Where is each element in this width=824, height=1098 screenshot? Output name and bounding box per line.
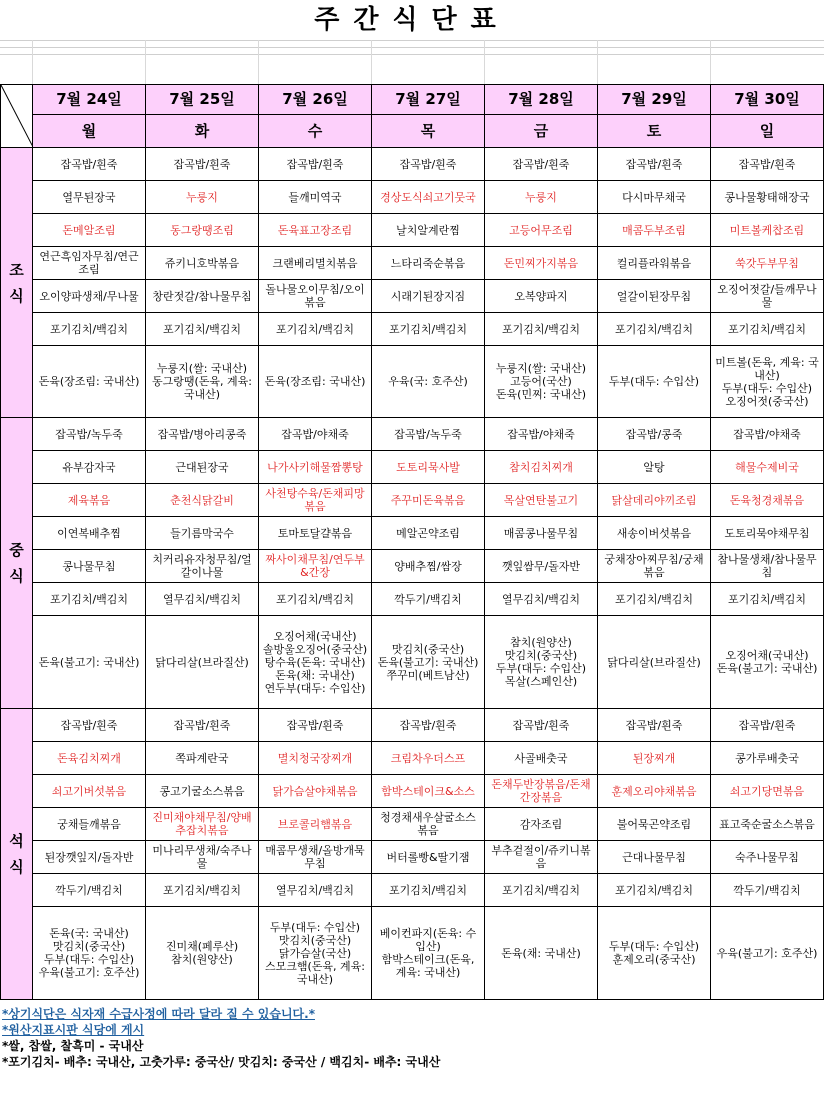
dinner-label: [1, 709, 33, 1000]
menu-cell: 포기김치/백김치: [146, 874, 259, 907]
menu-cell: 돈육표고장조림: [259, 214, 372, 247]
menu-cell: 도토리묵야채무침: [711, 517, 824, 550]
menu-cell: 포기김치/백김치: [598, 313, 711, 346]
menu-cell: 사골배춧국: [485, 742, 598, 775]
menu-cell: 컬리플라워볶음: [598, 247, 711, 280]
menu-cell: 오복양파지: [485, 280, 598, 313]
menu-cell: 해물수제비국: [711, 451, 824, 484]
menu-cell: 잡곡밥/흰죽: [259, 148, 372, 181]
origin-cell: 우육(국: 호주산): [372, 346, 485, 418]
menu-cell: 포기김치/백김치: [33, 313, 146, 346]
menu-cell: 포기김치/백김치: [711, 583, 824, 616]
menu-cell: 매콤무생채/올방개묵 무침: [259, 841, 372, 874]
meal-label-char: 식: [9, 286, 24, 305]
menu-cell: 창란젓갈/참나물무침: [146, 280, 259, 313]
origin-cell: 누룽지(쌀: 국내산) 고등어(국산) 돈육(민찌: 국내산): [485, 346, 598, 418]
origin-cell: 우육(불고기: 호주산): [711, 907, 824, 1000]
menu-cell: 잡곡밥/야채죽: [711, 418, 824, 451]
menu-row: [1, 214, 824, 247]
menu-cell: 포기김치/백김치: [259, 313, 372, 346]
menu-cell: 크림차우더스프: [372, 742, 485, 775]
menu-cell: 쪽파계란국: [146, 742, 259, 775]
menu-cell: 제육볶음: [33, 484, 146, 517]
menu-cell: 알탕: [598, 451, 711, 484]
menu-cell: 콩나물무침: [33, 550, 146, 583]
origin-cell: 돈육(장조림: 국내산): [259, 346, 372, 418]
menu-cell: 다시마무채국: [598, 181, 711, 214]
origin-cell: 오징어채(국내산) 솔방울오징어(중국산) 탕수육(돈육: 국내산) 돈육(채: 국내산) 연두부(대두: 수입산): [259, 616, 372, 709]
menu-cell: 매콤두부조림: [598, 214, 711, 247]
menu-cell: 근대된장국: [146, 451, 259, 484]
menu-cell: 돈육청경채볶음: [711, 484, 824, 517]
menu-cell: 포기김치/백김치: [711, 313, 824, 346]
weekday-header: 일: [711, 115, 824, 148]
menu-cell: 돈육김치찌개: [33, 742, 146, 775]
origin-cell: 닭다리살(브라질산): [598, 616, 711, 709]
weekday-header: 금: [485, 115, 598, 148]
origin-cell: 두부(대두: 수입산) 맛김치(중국산) 닭가슴살(국산) 스모크햄(돈육, 계육: 국내산): [259, 907, 372, 1000]
menu-cell: 날치알계란찜: [372, 214, 485, 247]
origin-cell: 닭다리살(브라질산): [146, 616, 259, 709]
weekday-header: 화: [146, 115, 259, 148]
menu-cell: 깍두기/백김치: [33, 874, 146, 907]
date-row: [1, 85, 824, 115]
menu-cell: 느타리죽순볶음: [372, 247, 485, 280]
menu-cell: 연근흑임자무침/연근 조림: [33, 247, 146, 280]
menu-cell: 열무김치/백김치: [485, 583, 598, 616]
note-line: *쌀, 찹쌀, 찰흑미 - 국내산: [2, 1039, 144, 1053]
menu-cell: 포기김치/백김치: [33, 583, 146, 616]
origin-cell: 미트볼(돈육, 계육: 국 내산) 두부(대두: 수입산) 오징어젓(중국산): [711, 346, 824, 418]
menu-cell: 깍두기/백김치: [711, 874, 824, 907]
date-header: 7월 26일: [259, 85, 372, 115]
menu-cell: 잡곡밥/흰죽: [146, 148, 259, 181]
menu-cell: 크랜베리멸치볶음: [259, 247, 372, 280]
menu-cell: 부추겉절이/쥬키니볶 음: [485, 841, 598, 874]
origin-cell: 돈육(장조림: 국내산): [33, 346, 146, 418]
menu-cell: 잡곡밥/녹두죽: [33, 418, 146, 451]
meal-label-text: [3, 828, 30, 880]
menu-row: [1, 418, 824, 451]
menu-row: [1, 808, 824, 841]
menu-cell: 유부감자국: [33, 451, 146, 484]
menu-cell: 닭가슴살야채볶음: [259, 775, 372, 808]
date-header: 7월 27일: [372, 85, 485, 115]
menu-cell: 포기김치/백김치: [485, 874, 598, 907]
date-header: 7월 28일: [485, 85, 598, 115]
page-title: 주간식단표: [314, 5, 510, 35]
menu-cell: 매콤콩나물무침: [485, 517, 598, 550]
diagonal-line: [1, 85, 33, 147]
menu-cell: 쇠고기당면볶음: [711, 775, 824, 808]
note-line: *포기김치- 배추: 국내산, 고춧가루: 중국산/ 맛김치: 중국산 / 백김치- 배추: 국내산: [2, 1055, 441, 1069]
menu-cell: 누룽지: [146, 181, 259, 214]
date-header: 7월 30일: [711, 85, 824, 115]
origin-cell: 두부(대두: 수입산) 훈제오리(중국산): [598, 907, 711, 1000]
menu-cell: 멸치청국장찌개: [259, 742, 372, 775]
menu-cell: 목살연탄불고기: [485, 484, 598, 517]
menu-cell: 잡곡밥/흰죽: [259, 709, 372, 742]
menu-cell: 들깨미역국: [259, 181, 372, 214]
menu-row: [1, 874, 824, 907]
menu-cell: 도토리묵사발: [372, 451, 485, 484]
weekday-header: 수: [259, 115, 372, 148]
corner-cell: [1, 85, 33, 148]
menu-cell: 나가사키해물짬뽕탕: [259, 451, 372, 484]
menu-cell: 된장깻잎지/돌자반: [33, 841, 146, 874]
meal-label-text: [3, 537, 30, 589]
menu-cell: 메알곤약조림: [372, 517, 485, 550]
menu-cell: 열무김치/백김치: [146, 583, 259, 616]
menu-cell: 포기김치/백김치: [598, 583, 711, 616]
menu-cell: 콩가루배춧국: [711, 742, 824, 775]
menu-cell: 궁채들깨볶음: [33, 808, 146, 841]
menu-cell: 포기김치/백김치: [485, 313, 598, 346]
menu-cell: 동그랑땡조림: [146, 214, 259, 247]
origin-cell: 베이컨파지(돈육: 수 입산) 함박스테이크(돈육, 계육: 국내산): [372, 907, 485, 1000]
breakfast-label: [1, 148, 33, 418]
menu-row: [1, 583, 824, 616]
origin-cell: 두부(대두: 수입산): [598, 346, 711, 418]
origin-cell: 오징어채(국내산) 돈육(불고기: 국내산): [711, 616, 824, 709]
menu-row: [1, 517, 824, 550]
note-line: *원산지표시판 식당에 게시: [2, 1023, 145, 1037]
menu-cell: 참나물생채/참나물무 침: [711, 550, 824, 583]
menu-cell: 사천탕수육/돈채피망 볶음: [259, 484, 372, 517]
menu-cell: 잡곡밥/흰죽: [372, 148, 485, 181]
menu-row: [1, 616, 824, 709]
menu-cell: 깻잎쌈무/돌자반: [485, 550, 598, 583]
menu-row: [1, 346, 824, 418]
menu-cell: 오징어젓갈/들깨무나 물: [711, 280, 824, 313]
menu-cell: 잡곡밥/흰죽: [146, 709, 259, 742]
menu-cell: 경상도식쇠고기뭇국: [372, 181, 485, 214]
origin-cell: 참치(원양산) 맛김치(중국산) 두부(대두: 수입산) 목살(스페인산): [485, 616, 598, 709]
menu-cell: 훈제오리야채볶음: [598, 775, 711, 808]
weekday-header: 토: [598, 115, 711, 148]
menu-cell: 오이양파생채/무나물: [33, 280, 146, 313]
menu-cell: 미트볼케찹조림: [711, 214, 824, 247]
menu-cell: 새송이버섯볶음: [598, 517, 711, 550]
menu-cell: 잡곡밥/흰죽: [485, 709, 598, 742]
date-header: 7월 25일: [146, 85, 259, 115]
menu-row: [1, 709, 824, 742]
menu-cell: 잡곡밥/흰죽: [711, 148, 824, 181]
menu-row: [1, 550, 824, 583]
menu-cell: 잡곡밥/녹두죽: [372, 418, 485, 451]
menu-row: [1, 907, 824, 1000]
meal-label-char: 식: [9, 567, 24, 585]
menu-cell: 치커리유자청무침/얼 갈이나물: [146, 550, 259, 583]
origin-cell: 돈육(채: 국내산): [485, 907, 598, 1000]
menu-cell: 청경채새우살굴소스 볶음: [372, 808, 485, 841]
menu-row: [1, 742, 824, 775]
menu-cell: 잡곡밥/흰죽: [33, 148, 146, 181]
menu-cell: 짜사이채무침/연두부 &간장: [259, 550, 372, 583]
menu-cell: 브로콜리햄볶음: [259, 808, 372, 841]
menu-cell: 표고죽순굴소스볶음: [711, 808, 824, 841]
menu-cell: 미나리무생채/숙주나 물: [146, 841, 259, 874]
menu-row: [1, 247, 824, 280]
menu-cell: 포기김치/백김치: [259, 583, 372, 616]
menu-cell: 잡곡밥/병아리콩죽: [146, 418, 259, 451]
menu-cell: 쑥갓두부무침: [711, 247, 824, 280]
menu-cell: 진미채야채무침/양배 추잡치볶음: [146, 808, 259, 841]
menu-row: [1, 280, 824, 313]
menu-cell: 시래기된장지짐: [372, 280, 485, 313]
origin-cell: 돈육(불고기: 국내산): [33, 616, 146, 709]
menu-cell: 포기김치/백김치: [372, 313, 485, 346]
menu-cell: 콩나물황태해장국: [711, 181, 824, 214]
menu-cell: 돈채두반장볶음/돈채 간장볶음: [485, 775, 598, 808]
notes: [2, 1006, 440, 1070]
menu-row: [1, 841, 824, 874]
menu-cell: 고등어무조림: [485, 214, 598, 247]
menu-cell: 잡곡밥/흰죽: [598, 148, 711, 181]
menu-cell: 포기김치/백김치: [146, 313, 259, 346]
menu-cell: 잡곡밥/흰죽: [485, 148, 598, 181]
menu-cell: 잡곡밥/흰죽: [711, 709, 824, 742]
menu-cell: 돈민찌가지볶음: [485, 247, 598, 280]
meal-label-char: 식: [9, 858, 24, 876]
menu-cell: 양배추찜/쌈장: [372, 550, 485, 583]
menu-cell: 돌나물오이무침/오이 볶음: [259, 280, 372, 313]
origin-cell: 누룽지(쌀: 국내산) 동그랑땡(돈육, 계육: 국내산): [146, 346, 259, 418]
menu-cell: 버터롤빵&딸기잼: [372, 841, 485, 874]
menu-cell: 잡곡밥/야채죽: [259, 418, 372, 451]
menu-cell: 잡곡밥/흰죽: [598, 709, 711, 742]
menu-cell: 잡곡밥/흰죽: [372, 709, 485, 742]
menu-cell: 누룽지: [485, 181, 598, 214]
menu-cell: 깍두기/백김치: [372, 583, 485, 616]
lunch-label: [1, 418, 33, 709]
menu-cell: 잡곡밥/콩죽: [598, 418, 711, 451]
menu-cell: 춘천식닭갈비: [146, 484, 259, 517]
menu-cell: 얼갈이된장무침: [598, 280, 711, 313]
menu-cell: 포기김치/백김치: [372, 874, 485, 907]
menu-row: [1, 313, 824, 346]
menu-cell: 들기름막국수: [146, 517, 259, 550]
menu-cell: 닭살데리야끼조림: [598, 484, 711, 517]
meal-label-char: 조: [9, 260, 24, 279]
menu-cell: 잡곡밥/야채죽: [485, 418, 598, 451]
meal-label-char: 중: [9, 541, 24, 559]
menu-cell: 열무된장국: [33, 181, 146, 214]
date-header: 7월 24일: [33, 85, 146, 115]
menu-cell: 불어묵곤약조림: [598, 808, 711, 841]
menu-cell: 궁채장아찌무침/궁채 볶음: [598, 550, 711, 583]
menu-row: [1, 148, 824, 181]
menu-cell: 근대나물무침: [598, 841, 711, 874]
origin-cell: 맛김치(중국산) 돈육(불고기: 국내산) 쭈꾸미(베트남산): [372, 616, 485, 709]
menu-row: [1, 484, 824, 517]
menu-cell: 쇠고기버섯볶음: [33, 775, 146, 808]
menu-cell: 콩고기굴소스볶음: [146, 775, 259, 808]
date-header: 7월 29일: [598, 85, 711, 115]
menu-cell: 함박스테이크&소스: [372, 775, 485, 808]
weekday-header: 목: [372, 115, 485, 148]
menu-cell: 참치김치찌개: [485, 451, 598, 484]
menu-row: [1, 451, 824, 484]
weekday-header: 월: [33, 115, 146, 148]
menu-cell: 잡곡밥/흰죽: [33, 709, 146, 742]
menu-cell: 이연복배추찜: [33, 517, 146, 550]
origin-cell: 돈육(국: 국내산) 맛김치(중국산) 두부(대두: 수입산) 우육(불고기: 호주산): [33, 907, 146, 1000]
menu-cell: 돈메알조림: [33, 214, 146, 247]
menu-cell: 포기김치/백김치: [598, 874, 711, 907]
menu-cell: 열무김치/백김치: [259, 874, 372, 907]
menu-cell: 된장찌개: [598, 742, 711, 775]
weekly-menu-table: [0, 84, 824, 1000]
note-line: *상기식단은 식자재 수급사정에 따라 달라 질 수 있습니다.*: [2, 1007, 315, 1021]
menu-cell: 토마토달걀볶음: [259, 517, 372, 550]
menu-cell: 감자조림: [485, 808, 598, 841]
menu-row: [1, 181, 824, 214]
origin-cell: 진미채(페루산) 참치(원양산): [146, 907, 259, 1000]
meal-label-text: [3, 257, 30, 309]
menu-cell: 숙주나물무침: [711, 841, 824, 874]
weekday-row: [1, 115, 824, 148]
menu-cell: 주꾸미돈육볶음: [372, 484, 485, 517]
menu-row: [1, 775, 824, 808]
menu-cell: 쥬키니호박볶음: [146, 247, 259, 280]
meal-label-char: 석: [9, 832, 24, 850]
